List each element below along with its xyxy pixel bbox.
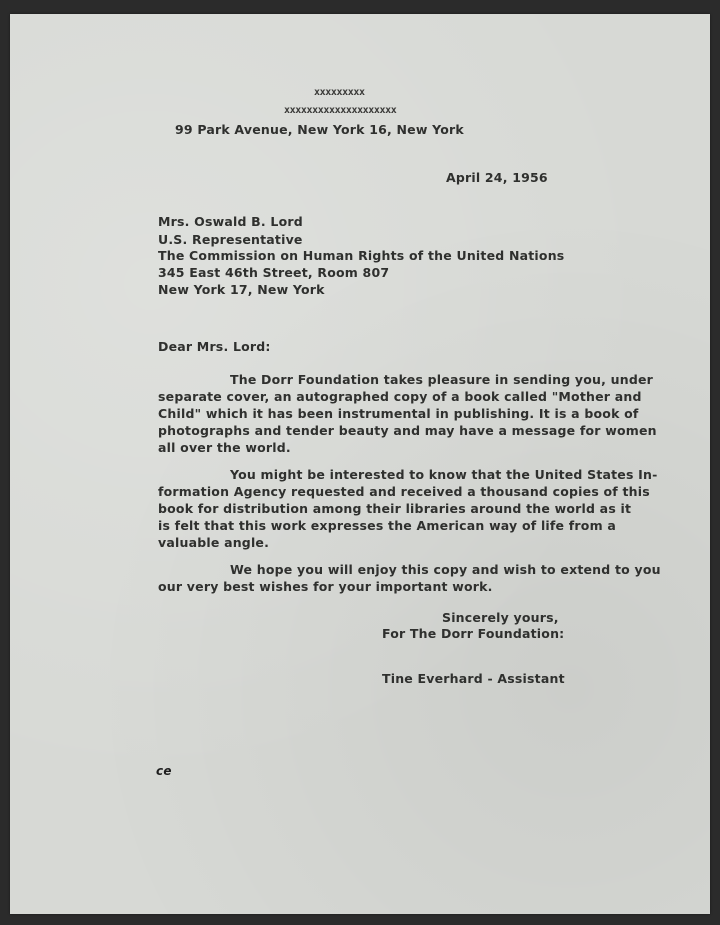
letterhead-address: 99 Park Avenue, New York 16, New York [175, 122, 464, 137]
recipient-line: 345 East 46th Street, Room 807 [158, 265, 390, 280]
salutation: Dear Mrs. Lord: [158, 339, 271, 354]
closing-line: Sincerely yours, [442, 610, 559, 625]
paragraph-line: all over the world. [158, 440, 291, 455]
recipient-line: U.S. Representative [158, 232, 303, 247]
recipient-line: Mrs. Oswald B. Lord [158, 214, 303, 229]
recipient-line: The Commission on Human Rights of the United Nations [158, 248, 565, 263]
paragraph-line: photographs and tender beauty and may have a message for women [158, 423, 657, 438]
paragraph-line: You might be interested to know that the United States In- [230, 467, 658, 482]
closing-organization: For The Dorr Foundation: [382, 626, 565, 641]
letterhead-strikeout-2: xxxxxxxxxxxxxxxxxxxx [284, 105, 397, 116]
typist-initials: ce [156, 764, 172, 778]
paragraph-line: The Dorr Foundation takes pleasure in sending you, under [230, 372, 654, 387]
letterhead-strikeout-1: xxxxxxxxx [314, 87, 365, 98]
paragraph-line: book for distribution among their libraries around the world as it [158, 501, 632, 516]
paragraph-line: valuable angle. [158, 535, 270, 550]
paragraph-line: separate cover, an autographed copy of a book called "Mother and [158, 389, 642, 404]
paragraph-line: our very best wishes for your important work. [158, 579, 493, 594]
paragraph-line: We hope you will enjoy this copy and wish to extend to you [230, 562, 661, 577]
paragraph-line: formation Agency requested and received a thousand copies of this [158, 484, 650, 499]
letter-date: April 24, 1956 [446, 170, 548, 185]
signature-line: Tine Everhard - Assistant [382, 671, 565, 686]
letter-page [10, 14, 710, 914]
paragraph-line: is felt that this work expresses the American way of life from a [158, 518, 616, 533]
recipient-line: New York 17, New York [158, 282, 325, 297]
paragraph-line: Child" which it has been instrumental in publishing. It is a book of [158, 406, 639, 421]
